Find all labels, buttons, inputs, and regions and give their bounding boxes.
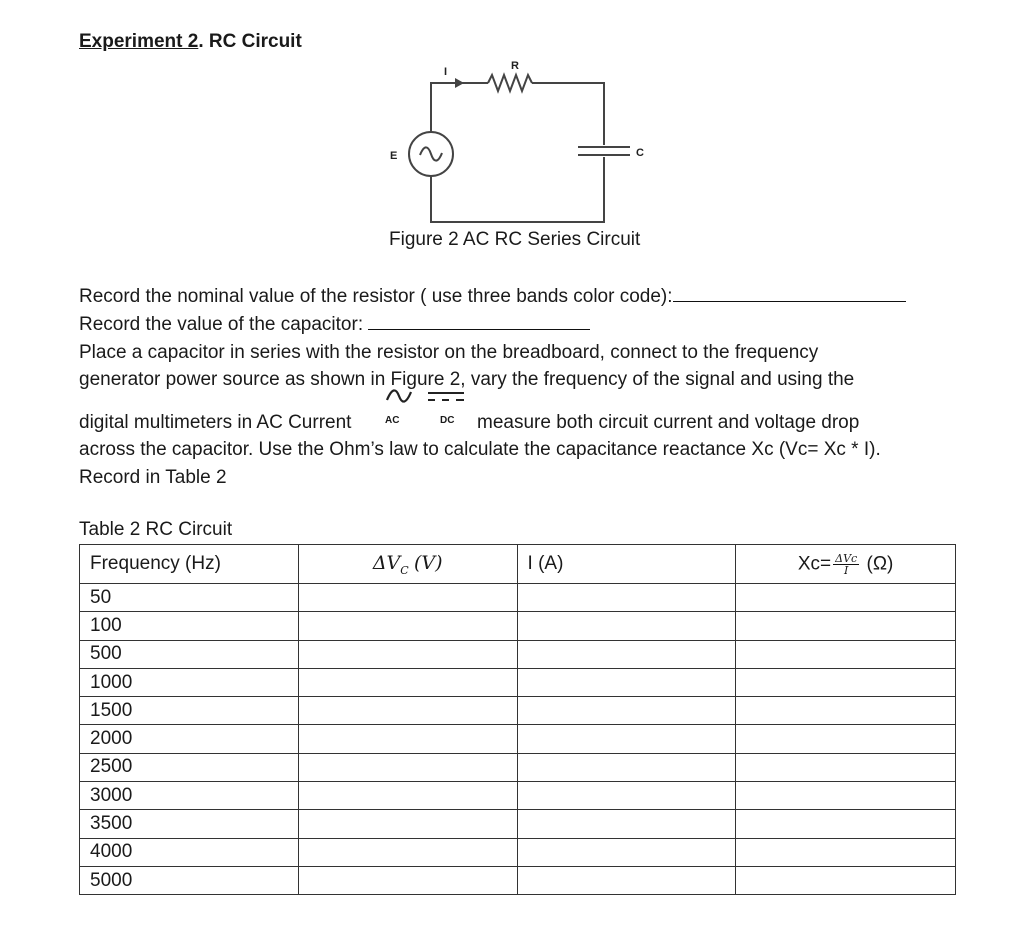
ohms-law-instruction: across the capacitor. Use the Ohm’s law to calculate the capacitance reactance Xc (Vc= Xc * I).: [79, 439, 881, 460]
cell-reactance[interactable]: [736, 810, 956, 838]
sine-wave-icon: [420, 147, 442, 160]
cell-delta-v[interactable]: [298, 697, 517, 725]
cell-current[interactable]: [517, 725, 736, 753]
cell-reactance[interactable]: [736, 697, 956, 725]
table-row: [80, 838, 956, 866]
cell-reactance[interactable]: [736, 584, 956, 612]
table-row: [80, 810, 956, 838]
resistor-symbol: [488, 75, 532, 91]
xc-denominator: I: [844, 563, 849, 577]
cell-frequency: 50: [80, 584, 299, 612]
record-instruction: Record in Table 2: [79, 467, 227, 488]
ac-dc-symbol: [380, 388, 470, 428]
delta-v-subscript: C: [400, 563, 409, 577]
dmm-instruction-before: digital multimeters in AC Current: [79, 412, 352, 433]
cell-reactance[interactable]: [736, 668, 956, 696]
resistor-instruction-text: Record the nominal value of the resistor ( use three bands color code):: [79, 286, 673, 307]
cell-current[interactable]: [517, 866, 736, 894]
cell-current[interactable]: [517, 640, 736, 668]
cell-frequency: 2000: [80, 725, 299, 753]
dc-label: DC: [440, 415, 455, 426]
cell-frequency: 1000: [80, 668, 299, 696]
cell-delta-v[interactable]: [298, 640, 517, 668]
delta-v-symbol: ΔV: [372, 551, 401, 574]
title-experiment: Experiment 2: [79, 31, 199, 52]
cell-delta-v[interactable]: [298, 612, 517, 640]
table-row: [80, 584, 956, 612]
capacitor-value-blank[interactable]: [368, 315, 590, 330]
table-row: [80, 866, 956, 894]
resistor-instruction: [79, 283, 906, 311]
cell-current[interactable]: [517, 697, 736, 725]
table-row: [80, 782, 956, 810]
cell-reactance[interactable]: [736, 725, 956, 753]
cell-current[interactable]: [517, 584, 736, 612]
header-frequency: Frequency (Hz): [80, 545, 299, 584]
ac-tilde-icon: [384, 388, 414, 404]
cell-delta-v[interactable]: [298, 584, 517, 612]
label-capacitor: C: [636, 147, 644, 159]
dmm-instruction-after: measure both circuit current and voltage drop: [477, 412, 860, 433]
cell-delta-v[interactable]: [298, 810, 517, 838]
cell-frequency: 3000: [80, 782, 299, 810]
capacitor-instruction-text: Record the value of the capacitor:: [79, 314, 364, 335]
wire-bottom: [431, 157, 604, 222]
wire-right: [532, 83, 604, 145]
xc-prefix: Xc=: [797, 553, 832, 575]
label-resistor: R: [511, 60, 519, 72]
rc-circuit-table: [79, 544, 956, 895]
cell-reactance[interactable]: [736, 866, 956, 894]
table-row: [80, 725, 956, 753]
cell-delta-v[interactable]: [298, 782, 517, 810]
cell-reactance[interactable]: [736, 838, 956, 866]
xc-unit: (Ω): [866, 553, 894, 575]
page-title: [79, 31, 302, 53]
label-source: E: [390, 150, 398, 162]
rc-circuit-diagram: [380, 55, 660, 235]
cell-delta-v[interactable]: [298, 753, 517, 781]
cell-current[interactable]: [517, 612, 736, 640]
cell-current[interactable]: [517, 838, 736, 866]
header-current: I (A): [517, 545, 736, 584]
cell-reactance[interactable]: [736, 612, 956, 640]
header-delta-v: [298, 545, 517, 584]
arrow-head-icon: [455, 78, 464, 88]
cell-reactance[interactable]: [736, 640, 956, 668]
delta-v-unit: (V): [413, 551, 443, 574]
capacitor-instruction: [79, 311, 590, 339]
table-row: [80, 668, 956, 696]
cell-delta-v[interactable]: [298, 668, 517, 696]
cell-frequency: 5000: [80, 866, 299, 894]
table-body: [80, 584, 956, 895]
place-instruction-line2: generator power source as shown in Figure 2, vary the frequency of the signal and using the: [79, 369, 855, 390]
cell-current[interactable]: [517, 753, 736, 781]
cell-current[interactable]: [517, 782, 736, 810]
cell-delta-v[interactable]: [298, 838, 517, 866]
cell-frequency: 1500: [80, 697, 299, 725]
dc-symbol-icon: [426, 390, 466, 404]
wire-left-top: [431, 83, 488, 133]
cell-current[interactable]: [517, 810, 736, 838]
cell-frequency: 2500: [80, 753, 299, 781]
cell-frequency: 3500: [80, 810, 299, 838]
cell-delta-v[interactable]: [298, 866, 517, 894]
title-suffix: . RC Circuit: [198, 31, 302, 52]
table-caption: Table 2 RC Circuit: [79, 519, 233, 540]
ac-label: AC: [385, 415, 400, 426]
cell-delta-v[interactable]: [298, 725, 517, 753]
cell-frequency: 500: [80, 640, 299, 668]
figure-caption: Figure 2 AC RC Series Circuit: [389, 229, 641, 250]
xc-fraction: [833, 553, 859, 576]
table-row: [80, 697, 956, 725]
resistor-value-blank[interactable]: [673, 287, 906, 302]
table-row: [80, 640, 956, 668]
header-reactance: [736, 545, 956, 584]
cell-reactance[interactable]: [736, 782, 956, 810]
cell-reactance[interactable]: [736, 753, 956, 781]
cell-frequency: 4000: [80, 838, 299, 866]
cell-current[interactable]: [517, 668, 736, 696]
xc-numerator: ΔVc: [835, 551, 858, 565]
cell-frequency: 100: [80, 612, 299, 640]
table-row: [80, 753, 956, 781]
table-header-row: [80, 545, 956, 584]
label-current: I: [444, 66, 448, 78]
table-row: [80, 612, 956, 640]
place-instruction-line1: Place a capacitor in series with the resistor on the breadboard, connect to the frequency: [79, 342, 819, 363]
